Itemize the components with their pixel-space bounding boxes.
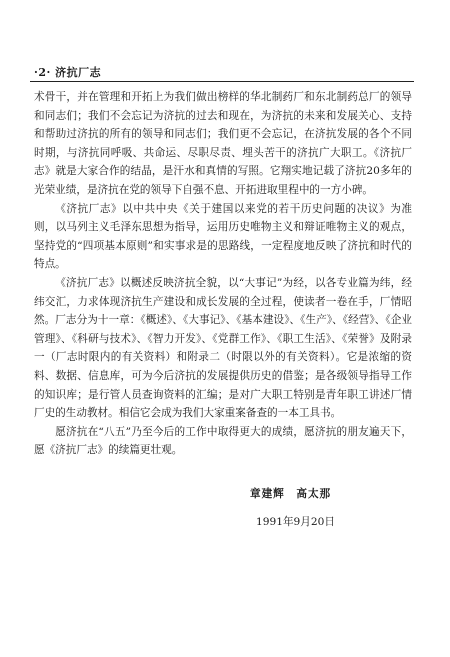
running-header: ·2· 济抗厂志 [34,66,102,79]
preface-body [34,88,412,460]
paragraph-continuation: 术骨干，并在管理和开拓上为我们做出榜样的华北制药厂和东北制药总厂的领导和同志们；我们不会忘记为济抗的过去和现在，为济抗的未来和发展关心、支持和帮助过济抗的所有的领导和同志们；我们更不会忘记，在济抗发展的各个不同时期，与济抗同呼吸、共命运、尽职尽责、埋头苦干的济抗广大职工。《济抗厂志》就是大家合作的结晶，是汗水和真情的写照。它翔实地记载了济抗20多年的光荣业绩，是济抗在党的领导下自强不息、开拓进取里程中的一方小碑。 [34,91,412,196]
paragraph: 《济抗厂志》以概述反映济抗全貌，以“大事记”为经，以各专业篇为纬，经纬交汇，力求体现济抗生产建设和成长发展的全过程，使读者一卷在手，厂情昭然。厂志分为十一章：《概述》、《大事记》、《基本建设》、《生产》、《经营》、《企业管理》、《科研与技术》、《智力开发》、《党群工作》、《职工生活》、《荣誉》及附录一（厂志时限内的有关资料）和附录二（时限以外的有关资料）。它是浓缩的资料、数据、信息库，可为今后济抗的发展提供历史的借鉴；是各级领导指导工作的知识库；是行管人员查询资料的汇编；是对广大职工特别是青年职工讲述厂情厂史的生动教材。相信它会成为我们大家重案备查的一本工具书。 [34,276,412,420]
signing-date: 1991年9月20日 [256,516,335,528]
paragraph: 愿济抗在“八五”乃至今后的工作中取得更大的成绩，愿济抗的朋友遍天下，愿《济抗厂志》的续篇更壮观。 [34,425,412,457]
paragraph: 《济抗厂志》以中共中央《关于建国以来党的若干历史问题的决议》为准则，以马列主义毛泽东思想为指导，运用历史唯物主义和辩证唯物主义的观点，坚持党的“四项基本原则”和实事求是的思路线，一定程度地反映了济抗和时代的特点。 [34,202,412,271]
author-signature: 章建辉 高太那 [250,488,332,500]
header-rule [30,81,414,82]
